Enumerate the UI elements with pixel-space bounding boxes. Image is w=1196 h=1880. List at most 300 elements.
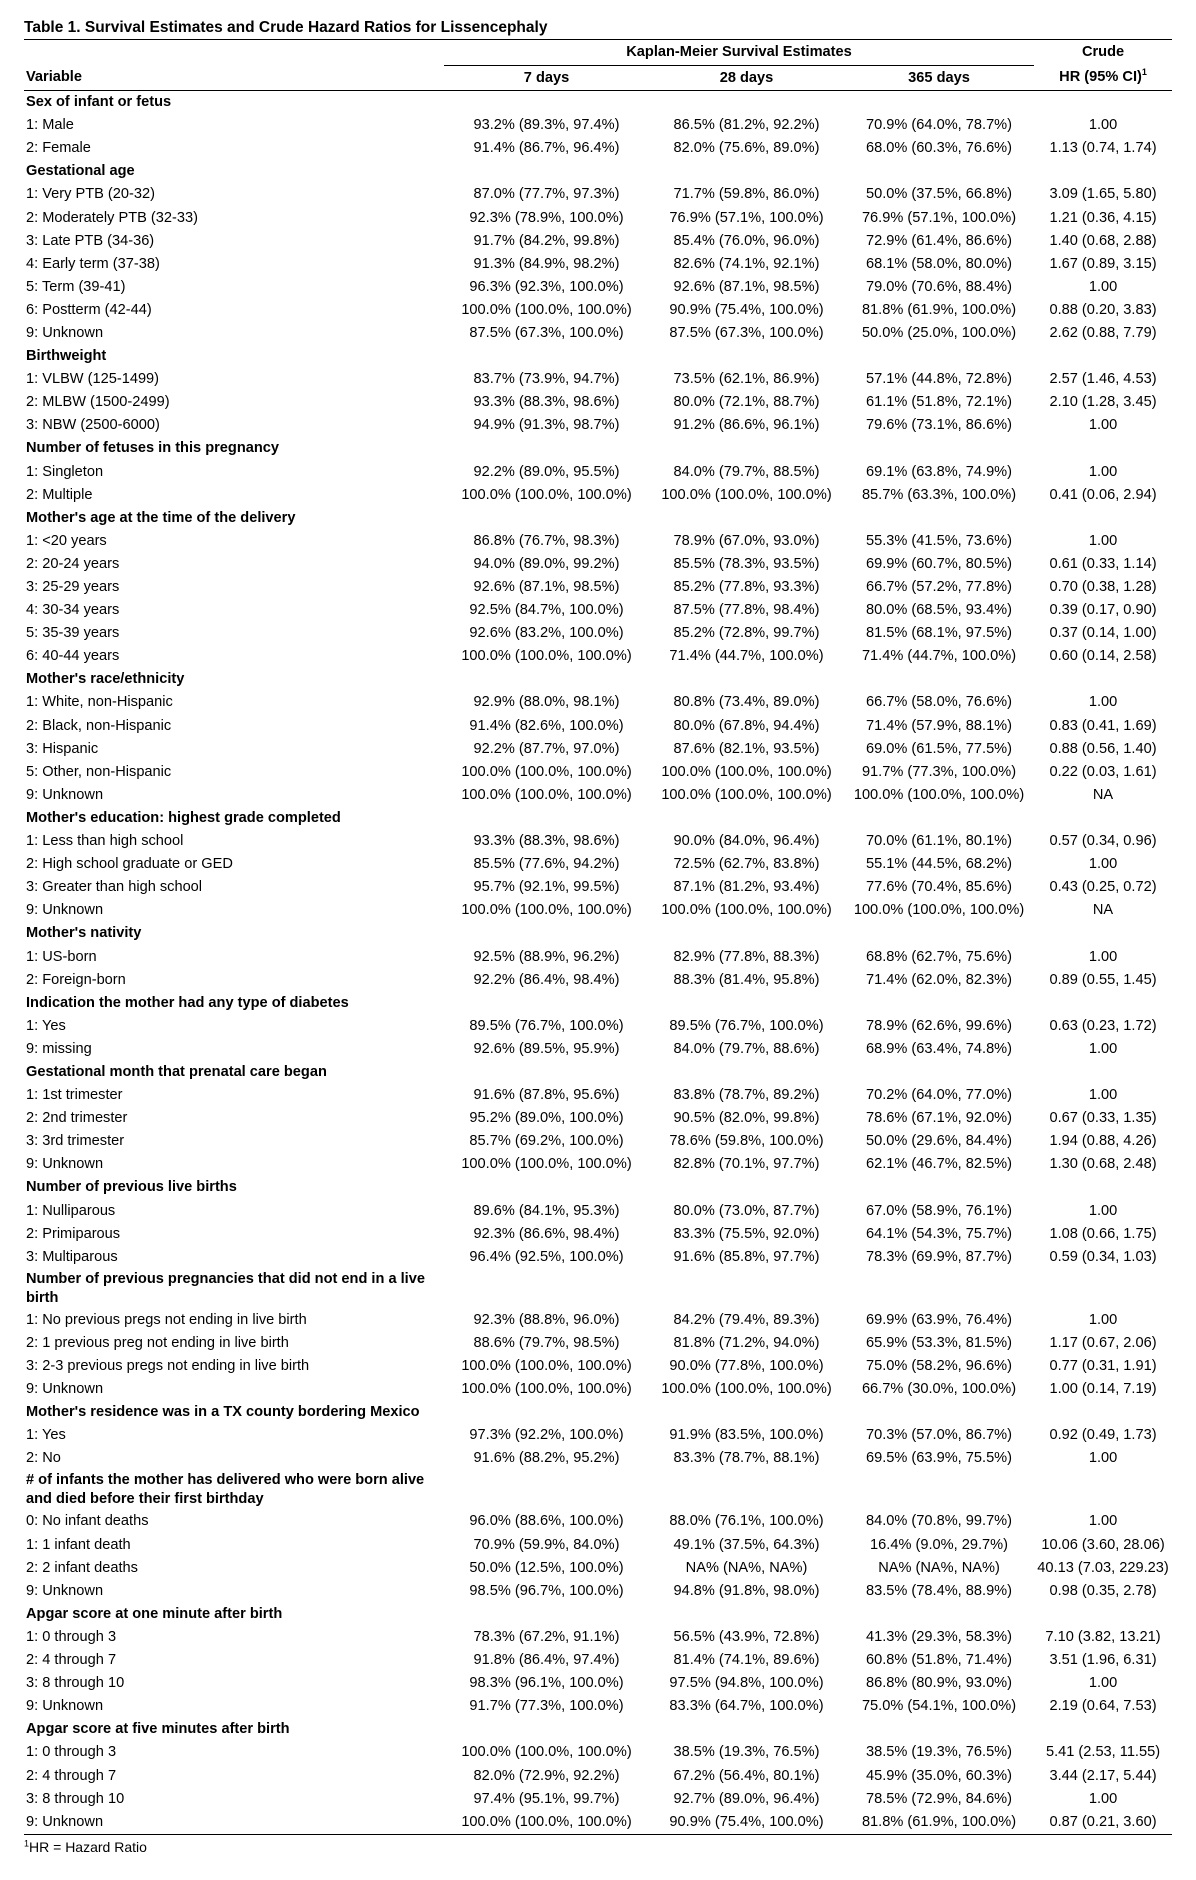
hr-cell: 0.57 (0.34, 0.96) — [1049, 833, 1157, 850]
day7-cell: 93.2% (89.3%, 97.4%) — [473, 117, 620, 134]
table-row — [24, 253, 1172, 276]
table-row — [24, 622, 1172, 645]
section-header-empty-cell — [649, 1718, 844, 1741]
day7-cell: 93.3% (88.3%, 98.6%) — [473, 394, 620, 411]
variable-cell: 1: White, non-Hispanic — [26, 694, 173, 711]
table-row — [24, 414, 1172, 437]
day28-cell: 91.2% (86.6%, 96.1%) — [673, 417, 820, 434]
table-row — [24, 1355, 1172, 1378]
day7-cell: 93.3% (88.3%, 98.6%) — [473, 833, 620, 850]
section-header-empty-cell — [844, 1718, 1034, 1741]
section-header-empty-cell — [844, 345, 1034, 368]
section-header-row — [24, 507, 1172, 530]
day7-cell: 96.0% (88.6%, 100.0%) — [469, 1513, 624, 1530]
variable-cell: 2: High school graduate or GED — [26, 856, 233, 873]
day28-cell: 49.1% (37.5%, 64.3%) — [673, 1536, 820, 1553]
variable-cell: 3: 3rd trimester — [26, 1133, 125, 1150]
table-row — [24, 368, 1172, 391]
variable-cell: 1: Less than high school — [26, 833, 184, 850]
table-row — [24, 299, 1172, 322]
day28-cell: 97.5% (94.8%, 100.0%) — [669, 1675, 824, 1692]
day7-cell: 98.5% (96.7%, 100.0%) — [469, 1582, 624, 1599]
day365-cell: 91.7% (77.3%, 100.0%) — [861, 763, 1017, 780]
day7-cell: 87.0% (77.7%, 97.3%) — [473, 186, 620, 203]
day7-cell: 92.5% (84.7%, 100.0%) — [469, 602, 624, 619]
day365-column-header: 365 days — [844, 66, 1034, 91]
day7-cell: 50.0% (12.5%, 100.0%) — [469, 1559, 624, 1576]
table-row — [24, 530, 1172, 553]
table-row — [24, 1332, 1172, 1355]
day7-cell: 89.5% (76.7%, 100.0%) — [469, 1017, 624, 1034]
variable-cell: 2: 4 through 7 — [26, 1652, 117, 1669]
day28-cell: 85.5% (78.3%, 93.5%) — [673, 555, 820, 572]
section-header-empty-cell — [649, 1061, 844, 1084]
table-row — [24, 1741, 1172, 1764]
table-row — [24, 230, 1172, 253]
section-title: Apgar score at one minute after birth — [26, 1605, 283, 1622]
day365-cell: 64.1% (54.3%, 75.7%) — [866, 1225, 1013, 1242]
day7-cell: 70.9% (59.9%, 84.0%) — [473, 1536, 620, 1553]
hr-cell: 0.89 (0.55, 1.45) — [1049, 971, 1157, 988]
table-row — [24, 137, 1172, 160]
variable-column-header: Variable — [24, 66, 444, 91]
day365-cell: 75.0% (54.1%, 100.0%) — [861, 1698, 1017, 1715]
day365-cell: 60.8% (51.8%, 71.4%) — [866, 1652, 1013, 1669]
hr-cell: 2.10 (1.28, 3.45) — [1049, 394, 1157, 411]
day365-cell: 68.1% (58.0%, 80.0%) — [866, 255, 1013, 272]
hr-cell: 0.22 (0.03, 1.61) — [1049, 763, 1157, 780]
day7-cell: 91.6% (88.2%, 95.2%) — [473, 1450, 620, 1467]
table-row — [24, 1038, 1172, 1061]
variable-cell: 2: 2nd trimester — [26, 1110, 128, 1127]
section-header-empty-cell — [649, 668, 844, 691]
section-header-empty-cell — [649, 807, 844, 830]
day365-cell: 69.5% (63.9%, 75.5%) — [866, 1450, 1013, 1467]
section-header-empty-cell — [844, 922, 1034, 945]
hr-cell: 1.00 — [1088, 463, 1118, 480]
day365-cell: 69.0% (61.5%, 77.5%) — [866, 740, 1013, 757]
day365-cell: 69.9% (63.9%, 76.4%) — [866, 1311, 1013, 1328]
day365-cell: 66.7% (58.0%, 76.6%) — [866, 694, 1013, 711]
variable-cell: 5: Other, non-Hispanic — [26, 763, 172, 780]
hr-cell: 1.30 (0.68, 2.48) — [1049, 1156, 1157, 1173]
table-row — [24, 553, 1172, 576]
section-header-empty-cell — [1034, 668, 1172, 691]
group-header-row — [24, 40, 1172, 66]
day365-cell: 45.9% (35.0%, 60.3%) — [866, 1767, 1013, 1784]
table-row — [24, 945, 1172, 968]
day28-cell: 100.0% (100.0%, 100.0%) — [661, 486, 832, 503]
hr-header-text: HR (95% CI) — [1059, 69, 1142, 86]
hr-cell: 0.88 (0.20, 3.83) — [1049, 301, 1157, 318]
variable-cell: 2: Foreign-born — [26, 971, 126, 988]
section-header-empty-cell — [1034, 1401, 1172, 1424]
section-header-empty-cell — [649, 1470, 844, 1510]
variable-cell: 1: 1st trimester — [26, 1087, 123, 1104]
day7-cell: 100.0% (100.0%, 100.0%) — [461, 786, 632, 803]
day7-cell: 91.3% (84.9%, 98.2%) — [473, 255, 620, 272]
section-header-row — [24, 922, 1172, 945]
table-row — [24, 1309, 1172, 1332]
hr-cell: 0.98 (0.35, 2.78) — [1049, 1582, 1157, 1599]
variable-cell: 9: Unknown — [26, 902, 104, 919]
section-header-empty-cell — [444, 1401, 649, 1424]
section-header-empty-cell — [649, 345, 844, 368]
table-row — [24, 276, 1172, 299]
variable-cell: 9: Unknown — [26, 1156, 104, 1173]
section-header-empty-cell — [649, 1176, 844, 1199]
section-header-empty-cell — [1034, 507, 1172, 530]
section-header-row — [24, 1269, 1172, 1309]
day365-cell: 77.6% (70.4%, 85.6%) — [866, 879, 1013, 896]
section-header-empty-cell — [1034, 345, 1172, 368]
variable-cell: 9: Unknown — [26, 1381, 104, 1398]
day28-cell: 100.0% (100.0%, 100.0%) — [661, 786, 832, 803]
table-row — [24, 1015, 1172, 1038]
section-header-empty-cell — [844, 91, 1034, 115]
day28-cell: 81.8% (71.2%, 94.0%) — [673, 1334, 820, 1351]
day28-cell: 85.2% (77.8%, 93.3%) — [673, 579, 820, 596]
section-header-empty-cell — [844, 1603, 1034, 1626]
day28-cell: 78.6% (59.8%, 100.0%) — [669, 1133, 824, 1150]
day28-cell: 85.2% (72.8%, 99.7%) — [673, 625, 820, 642]
variable-cell: 2: 1 previous preg not ending in live birth — [26, 1334, 289, 1351]
section-header-empty-cell — [844, 668, 1034, 691]
day365-cell: 83.5% (78.4%, 88.9%) — [866, 1582, 1013, 1599]
day7-cell: 92.3% (88.8%, 96.0%) — [473, 1311, 620, 1328]
table-row — [24, 1580, 1172, 1603]
section-header-empty-cell — [444, 345, 649, 368]
day28-cell: 81.4% (74.1%, 89.6%) — [673, 1652, 820, 1669]
section-header-empty-cell — [444, 91, 649, 115]
day28-cell: 90.9% (75.4%, 100.0%) — [649, 1811, 844, 1835]
section-header-empty-cell — [444, 1718, 649, 1741]
hr-cell: 0.59 (0.34, 1.03) — [1049, 1248, 1157, 1265]
section-header-row — [24, 1718, 1172, 1741]
variable-cell: 2: MLBW (1500-2499) — [26, 394, 170, 411]
day28-cell: 80.0% (73.0%, 87.7%) — [673, 1202, 820, 1219]
section-header-empty-cell — [1034, 160, 1172, 183]
day7-cell: 100.0% (100.0%, 100.0%) — [461, 763, 632, 780]
table-row — [24, 1153, 1172, 1176]
day28-cell: 83.3% (78.7%, 88.1%) — [673, 1450, 820, 1467]
section-title: Indication the mother had any type of diabetes — [26, 994, 349, 1011]
section-header-empty-cell — [1034, 437, 1172, 460]
hr-cell: 1.00 — [1088, 417, 1118, 434]
day365-cell: 86.8% (80.9%, 93.0%) — [866, 1675, 1013, 1692]
variable-cell: 1: Yes — [26, 1017, 66, 1034]
hr-cell: 1.00 (0.14, 7.19) — [1049, 1381, 1157, 1398]
hr-cell: 1.00 — [1088, 856, 1118, 873]
day365-cell: 50.0% (37.5%, 66.8%) — [866, 186, 1013, 203]
hr-cell: 1.00 — [1088, 1790, 1118, 1807]
day7-cell: 92.9% (88.0%, 98.1%) — [473, 694, 620, 711]
variable-cell: 3: 25-29 years — [26, 579, 120, 596]
variable-cell: 1: Yes — [26, 1427, 66, 1444]
hr-cell: 1.00 — [1088, 1202, 1118, 1219]
day7-cell: 92.2% (89.0%, 95.5%) — [473, 463, 620, 480]
table-row — [24, 1811, 1172, 1835]
day365-cell: 62.1% (46.7%, 82.5%) — [866, 1156, 1013, 1173]
variable-cell: 1: 0 through 3 — [26, 1744, 117, 1761]
section-title: Number of previous pregnancies that did not end in a live birth — [26, 1270, 425, 1306]
table-row — [24, 391, 1172, 414]
table-row — [24, 1557, 1172, 1580]
day7-cell: 96.3% (92.3%, 100.0%) — [469, 278, 624, 295]
section-title: Mother's nativity — [26, 925, 142, 942]
hr-cell: 0.39 (0.17, 0.90) — [1049, 602, 1157, 619]
table-row — [24, 206, 1172, 229]
hr-cell: 1.00 — [1088, 1311, 1118, 1328]
day7-cell: 98.3% (96.1%, 100.0%) — [469, 1675, 624, 1692]
day28-cell: 89.5% (76.7%, 100.0%) — [669, 1017, 824, 1034]
day7-cell: 92.3% (78.9%, 100.0%) — [469, 209, 624, 226]
section-header-empty-cell — [1034, 807, 1172, 830]
day365-cell: 68.9% (63.4%, 74.8%) — [866, 1040, 1013, 1057]
day7-cell: 91.7% (77.3%, 100.0%) — [469, 1698, 624, 1715]
section-header-row — [24, 91, 1172, 115]
variable-cell: 1: Male — [26, 117, 74, 134]
table-row — [24, 1649, 1172, 1672]
day7-cell: 95.7% (92.1%, 99.5%) — [473, 879, 620, 896]
hr-cell: 1.08 (0.66, 1.75) — [1049, 1225, 1157, 1242]
day365-cell: 80.0% (68.5%, 93.4%) — [866, 602, 1013, 619]
section-header-empty-cell — [444, 1603, 649, 1626]
section-header-empty-cell — [444, 507, 649, 530]
variable-cell: 3: 2-3 previous pregs not ending in live birth — [26, 1358, 310, 1375]
day365-cell: 55.1% (44.5%, 68.2%) — [866, 856, 1013, 873]
section-header-empty-cell — [444, 1269, 649, 1309]
variable-cell: 2: 4 through 7 — [26, 1767, 117, 1784]
table-row — [24, 784, 1172, 807]
table-row — [24, 1695, 1172, 1718]
hr-cell: 1.94 (0.88, 4.26) — [1049, 1133, 1157, 1150]
hr-cell: 1.67 (0.89, 3.15) — [1049, 255, 1157, 272]
table-row — [24, 484, 1172, 507]
day7-cell: 85.7% (69.2%, 100.0%) — [469, 1133, 624, 1150]
day7-cell: 82.0% (72.9%, 92.2%) — [473, 1767, 620, 1784]
section-header-empty-cell — [444, 160, 649, 183]
section-header-empty-cell — [444, 807, 649, 830]
section-header-row — [24, 992, 1172, 1015]
variable-cell: 1: <20 years — [26, 532, 107, 549]
variable-cell: 2: 2 infant deaths — [26, 1559, 138, 1576]
day28-cell: 100.0% (100.0%, 100.0%) — [661, 1381, 832, 1398]
section-header-empty-cell — [649, 992, 844, 1015]
hr-cell: 2.57 (1.46, 4.53) — [1049, 371, 1157, 388]
section-header-empty-cell — [1034, 1269, 1172, 1309]
section-header-empty-cell — [444, 922, 649, 945]
day7-cell: 86.8% (76.7%, 98.3%) — [473, 532, 620, 549]
day28-cell: 82.9% (77.8%, 88.3%) — [673, 948, 820, 965]
day7-cell: 92.2% (86.4%, 98.4%) — [473, 971, 620, 988]
day7-cell: 92.6% (83.2%, 100.0%) — [469, 625, 624, 642]
variable-cell: 1: VLBW (125-1499) — [26, 371, 160, 388]
day365-cell: 76.9% (57.1%, 100.0%) — [861, 209, 1017, 226]
section-header-empty-cell — [1034, 1603, 1172, 1626]
variable-cell: 2: Female — [26, 140, 91, 157]
section-title: Number of previous live births — [26, 1179, 237, 1196]
day28-cell: 100.0% (100.0%, 100.0%) — [661, 902, 832, 919]
table-row — [24, 114, 1172, 137]
table-row — [24, 461, 1172, 484]
table-head — [24, 40, 1172, 91]
day7-cell: 95.2% (89.0%, 100.0%) — [469, 1110, 624, 1127]
day28-column-header: 28 days — [649, 66, 844, 91]
hr-cell: 0.70 (0.38, 1.28) — [1049, 579, 1157, 596]
day365-cell: 71.4% (44.7%, 100.0%) — [861, 648, 1017, 665]
day7-cell: 97.3% (92.2%, 100.0%) — [469, 1427, 624, 1444]
footnote-text: HR = Hazard Ratio — [29, 1838, 147, 1855]
table-row — [24, 1246, 1172, 1269]
table-row — [24, 322, 1172, 345]
day7-cell: 89.6% (84.1%, 95.3%) — [473, 1202, 620, 1219]
column-header-row — [24, 66, 1172, 91]
table-row — [24, 1223, 1172, 1246]
day28-cell: 76.9% (57.1%, 100.0%) — [669, 209, 824, 226]
day365-cell: 66.7% (57.2%, 77.8%) — [866, 579, 1013, 596]
day365-cell: 81.8% (61.9%, 100.0%) — [844, 1811, 1034, 1835]
variable-cell: 3: 8 through 10 — [26, 1790, 125, 1807]
day365-cell: 50.0% (29.6%, 84.4%) — [866, 1133, 1013, 1150]
hr-cell: 1.00 — [1088, 278, 1118, 295]
table-row — [24, 645, 1172, 668]
day365-cell: 68.0% (60.3%, 76.6%) — [866, 140, 1013, 157]
hr-cell: 0.83 (0.41, 1.69) — [1049, 717, 1157, 734]
day28-cell: 92.6% (87.1%, 98.5%) — [673, 278, 820, 295]
day365-cell: 81.5% (68.1%, 97.5%) — [866, 625, 1013, 642]
day28-cell: 73.5% (62.1%, 86.9%) — [673, 371, 820, 388]
section-header-empty-cell — [844, 437, 1034, 460]
day28-cell: 80.8% (73.4%, 89.0%) — [673, 694, 820, 711]
day365-cell: 16.4% (9.0%, 29.7%) — [870, 1536, 1008, 1553]
day28-cell: 88.0% (76.1%, 100.0%) — [669, 1513, 824, 1530]
day365-cell: 70.3% (57.0%, 86.7%) — [866, 1427, 1013, 1444]
section-header-empty-cell — [844, 1401, 1034, 1424]
day7-cell: 100.0% (100.0%, 100.0%) — [461, 1358, 632, 1375]
day28-cell: 72.5% (62.7%, 83.8%) — [673, 856, 820, 873]
section-header-empty-cell — [1034, 1718, 1172, 1741]
table-row — [24, 1378, 1172, 1401]
section-header-empty-cell — [1034, 1176, 1172, 1199]
table-row — [24, 576, 1172, 599]
section-header-row — [24, 160, 1172, 183]
variable-cell: 1: Very PTB (20-32) — [26, 186, 155, 203]
section-title: Sex of infant or fetus — [26, 94, 172, 111]
variable-cell: 9: Unknown — [26, 786, 104, 803]
day365-cell: 100.0% (100.0%, 100.0%) — [853, 786, 1025, 803]
day28-cell: 94.8% (91.8%, 98.0%) — [673, 1582, 820, 1599]
day7-cell: 92.5% (88.9%, 96.2%) — [473, 948, 620, 965]
survival-table — [24, 40, 1172, 1835]
day28-cell: 91.9% (83.5%, 100.0%) — [669, 1427, 824, 1444]
section-header-empty-cell — [844, 807, 1034, 830]
section-header-empty-cell — [649, 91, 844, 115]
day28-cell: 71.7% (59.8%, 86.0%) — [673, 186, 820, 203]
day7-cell: 91.4% (82.6%, 100.0%) — [469, 717, 624, 734]
day7-cell: 94.0% (89.0%, 99.2%) — [473, 555, 620, 572]
table-row — [24, 1534, 1172, 1557]
variable-cell: 2: Multiple — [26, 486, 93, 503]
section-header-empty-cell — [1034, 1470, 1172, 1510]
variable-cell: 3: Greater than high school — [26, 879, 203, 896]
section-header-empty-cell — [1034, 992, 1172, 1015]
section-header-row — [24, 345, 1172, 368]
day7-cell: 94.9% (91.3%, 98.7%) — [473, 417, 620, 434]
day7-cell: 91.8% (86.4%, 97.4%) — [473, 1652, 620, 1669]
section-header-empty-cell — [649, 1269, 844, 1309]
day7-cell: 85.5% (77.6%, 94.2%) — [473, 856, 620, 873]
variable-cell: 2: No — [26, 1450, 61, 1467]
day28-cell: 90.9% (75.4%, 100.0%) — [669, 301, 824, 318]
hr-cell: 3.09 (1.65, 5.80) — [1049, 186, 1157, 203]
hr-cell: 1.21 (0.36, 4.15) — [1049, 209, 1157, 226]
variable-cell: 9: Unknown — [26, 324, 104, 341]
day28-cell: 78.9% (67.0%, 93.0%) — [673, 532, 820, 549]
day365-cell: 38.5% (19.3%, 76.5%) — [866, 1744, 1013, 1761]
crude-group-header: Crude — [1081, 44, 1125, 61]
section-title: Apgar score at five minutes after birth — [26, 1721, 290, 1738]
day365-cell: 78.5% (72.9%, 84.6%) — [866, 1790, 1013, 1807]
day28-cell: 92.7% (89.0%, 96.4%) — [673, 1790, 820, 1807]
day7-cell: 91.4% (86.7%, 96.4%) — [473, 140, 620, 157]
section-header-empty-cell — [649, 922, 844, 945]
table-body — [24, 91, 1172, 1835]
section-header-empty-cell — [844, 992, 1034, 1015]
day365-cell: 70.9% (64.0%, 78.7%) — [866, 117, 1013, 134]
hr-column-header — [1034, 66, 1172, 91]
day7-cell: 100.0% (100.0%, 100.0%) — [461, 902, 632, 919]
section-header-row — [24, 668, 1172, 691]
section-title: Number of fetuses in this pregnancy — [26, 440, 280, 457]
day28-cell: 83.8% (78.7%, 89.2%) — [673, 1087, 820, 1104]
day7-cell: 78.3% (67.2%, 91.1%) — [473, 1628, 620, 1645]
variable-cell: 5: Term (39-41) — [26, 278, 126, 295]
variable-cell: 6: 40-44 years — [26, 648, 120, 665]
day7-cell: 100.0% (100.0%, 100.0%) — [461, 1744, 632, 1761]
section-header-row — [24, 1603, 1172, 1626]
table-row — [24, 1672, 1172, 1695]
hr-cell: 40.13 (7.03, 229.23) — [1037, 1559, 1169, 1576]
day28-cell: 84.0% (79.7%, 88.6%) — [673, 1040, 820, 1057]
day28-cell: 85.4% (76.0%, 96.0%) — [673, 232, 820, 249]
hr-cell: 0.63 (0.23, 1.72) — [1049, 1017, 1157, 1034]
table-row — [24, 183, 1172, 206]
hr-cell: 3.51 (1.96, 6.31) — [1049, 1652, 1157, 1669]
group-header-blank — [24, 40, 444, 66]
day365-cell: 55.3% (41.5%, 73.6%) — [866, 532, 1013, 549]
footnote — [24, 1838, 1172, 1856]
hr-cell: 2.62 (0.88, 7.79) — [1049, 324, 1157, 341]
table-row — [24, 691, 1172, 714]
variable-cell: 2: Black, non-Hispanic — [26, 717, 172, 734]
variable-cell: 2: 20-24 years — [26, 555, 120, 572]
day28-cell: 90.0% (77.8%, 100.0%) — [669, 1358, 824, 1375]
variable-cell: 3: Multiparous — [26, 1248, 118, 1265]
variable-cell: 1: 0 through 3 — [26, 1628, 117, 1645]
variable-cell: 3: Hispanic — [26, 740, 99, 757]
day28-cell: 83.3% (75.5%, 92.0%) — [673, 1225, 820, 1242]
section-header-empty-cell — [649, 507, 844, 530]
day28-cell: 90.5% (82.0%, 99.8%) — [673, 1110, 820, 1127]
day7-cell: 88.6% (79.7%, 98.5%) — [473, 1334, 620, 1351]
day7-cell: 91.7% (84.2%, 99.8%) — [473, 232, 620, 249]
hr-cell: 1.17 (0.67, 2.06) — [1049, 1334, 1157, 1351]
hr-cell: 0.37 (0.14, 1.00) — [1049, 625, 1157, 642]
day365-cell: 75.0% (58.2%, 96.6%) — [866, 1358, 1013, 1375]
day7-cell: 92.3% (86.6%, 98.4%) — [473, 1225, 620, 1242]
hr-header-footnote-marker: 1 — [1141, 67, 1147, 78]
